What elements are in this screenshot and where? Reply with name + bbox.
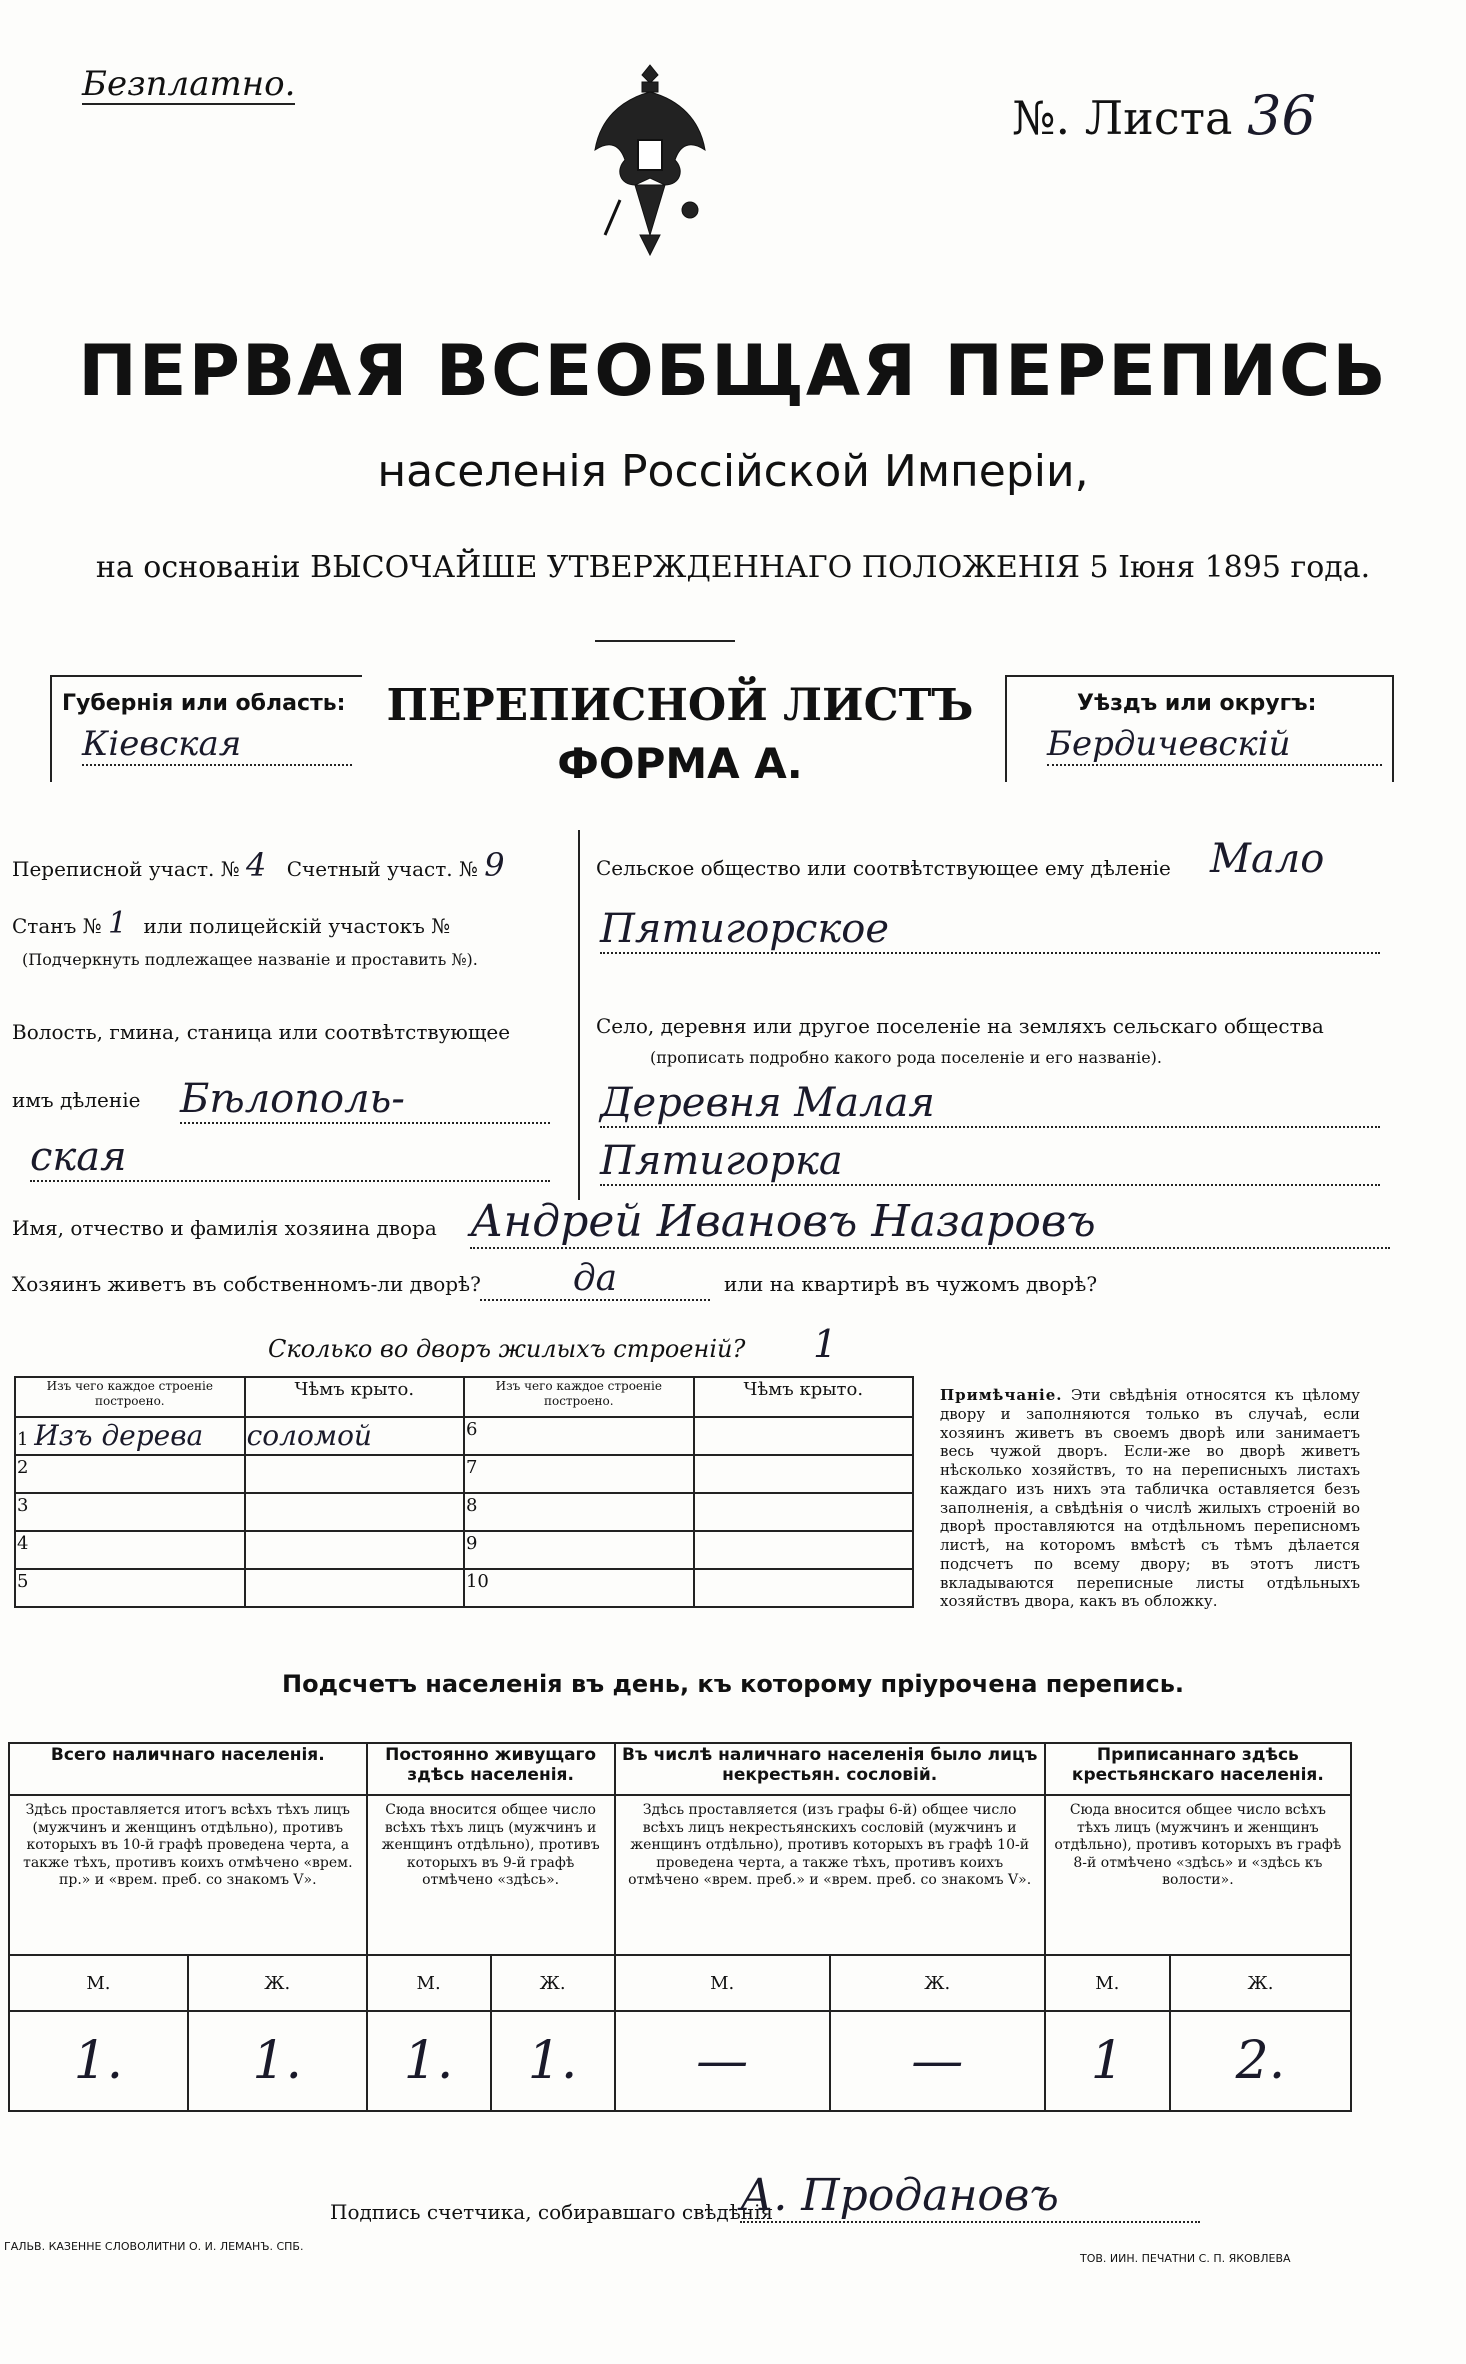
row-roof xyxy=(245,1455,464,1493)
village-value-1: Деревня Малая xyxy=(600,1080,1380,1128)
column-separator xyxy=(578,830,580,1200)
volost-label: Волость, гмина, станица или соотвѣтствующее xyxy=(12,1020,511,1044)
census-section-label: Переписной участ. № xyxy=(12,857,240,881)
row-roof xyxy=(694,1417,913,1455)
col-material-left: Изъ чего каждое строеніе построено. xyxy=(15,1377,245,1417)
row-number: 6 xyxy=(464,1417,694,1455)
double-headed-eagle-emblem xyxy=(590,60,710,280)
table-row xyxy=(15,1531,913,1569)
col-permanent-desc: Сюда вносится общее число всѣхъ тѣхъ лицъ (мужчинъ и женщинъ отдѣльно), противъ которыхъ въ 9-й графѣ отмѣчено «здѣсь». xyxy=(367,1795,615,1955)
form-subtitle: ФОРМА А. xyxy=(557,739,803,788)
province-box xyxy=(50,675,362,782)
col-material-right: Изъ чего каждое строеніе построено. xyxy=(464,1377,694,1417)
district-label: Уѣздъ или округъ: xyxy=(1077,691,1317,716)
nonpeasant-m-value: — xyxy=(615,2011,830,2111)
sheet-number-label: №. Листа xyxy=(1012,91,1233,145)
total-m-value: 1. xyxy=(9,2011,188,2111)
society-value-1: Мало xyxy=(1210,836,1325,882)
district-value: Бердичевскій xyxy=(1047,724,1382,766)
population-table xyxy=(8,1742,1352,2112)
page-title: ПЕРВАЯ ВСЕОБЩАЯ ПЕРЕПИСЬ xyxy=(78,330,1388,412)
col-registered-head: Приписаннаго здѣсь крестьянскаго населенія. xyxy=(1045,1743,1351,1795)
society-value-2: Пятигорское xyxy=(600,906,1380,954)
permanent-m-value: 1. xyxy=(367,2011,491,2111)
district-box xyxy=(1005,675,1394,782)
col-roof-right: Чѣмъ крыто. xyxy=(694,1377,913,1417)
row-roof xyxy=(694,1531,913,1569)
total-f-value: 1. xyxy=(188,2011,367,2111)
row-material: Изъ дерева xyxy=(34,1419,204,1452)
owner-name-value: Андрей Ивановъ Назаровъ xyxy=(470,1196,1390,1249)
row-number: 1 xyxy=(17,1429,29,1450)
row-number: 3 xyxy=(15,1493,245,1531)
province-value: Кіевская xyxy=(82,724,352,766)
row-roof xyxy=(694,1569,913,1607)
row-number: 4 xyxy=(15,1531,245,1569)
row-roof xyxy=(245,1569,464,1607)
census-section-value: 4 xyxy=(246,846,267,884)
m-label: М. xyxy=(1045,1955,1170,2011)
stan-value: 1 xyxy=(108,906,128,941)
stan-label: Станъ № xyxy=(12,914,102,938)
col-nonpeasant-desc: Здѣсь проставляется (изъ графы 6-й) общее число всѣхъ лицъ некрестьянскихъ сословій (мужчинъ и женщинъ отдѣльно), противъ которыхъ въ графѣ 10-й проведена черта, а также тѣхъ, противъ коихъ отмѣчено «врем. преб.» и «врем. преб. со знакомъ V». xyxy=(615,1795,1045,1955)
divider-ornament xyxy=(595,640,735,642)
signature-label: Подпись счетчика, собиравшаго свѣдѣнія xyxy=(330,2200,774,2224)
note-text: Эти свѣдѣнія относятся къ цѣлому двору и заполняются только въ случаѣ, если хозяинъ живетъ въ своемъ дворѣ или занимаетъ весь чужой дворъ. Если-же во дворѣ живетъ нѣсколько хозяйствъ, то на переписныхъ листахъ каждаго изъ нихъ эта табличка оставляется безъ заполненія, а свѣдѣнія о числѣ жилыхъ строеній во дворѣ проставляются на отдѣльномъ переписномъ листѣ, на которомъ вмѣстѣ съ тѣмъ дѣлается подсчетъ по всему двору; въ этотъ листъ вкладываются переписные листы отдѣльныхъ хозяйствъ двора, какъ въ обложку. xyxy=(940,1386,1360,1611)
f-label: Ж. xyxy=(491,1955,615,2011)
row-number: 9 xyxy=(464,1531,694,1569)
note-block xyxy=(940,1386,1360,1611)
count-section-value: 9 xyxy=(484,846,505,884)
table-row xyxy=(15,1455,913,1493)
registered-m-value: 1 xyxy=(1045,2011,1170,2111)
province-label: Губернія или область: xyxy=(62,691,346,716)
row-number: 2 xyxy=(15,1455,245,1493)
buildings-value: 1 xyxy=(812,1322,838,1366)
table-row xyxy=(15,1417,913,1455)
row-roof: соломой xyxy=(245,1417,464,1455)
buildings-table xyxy=(14,1376,914,1608)
row-number: 8 xyxy=(464,1493,694,1531)
village-value-2: Пятигорка xyxy=(600,1138,1380,1186)
col-total-desc: Здѣсь проставляется итогъ всѣхъ тѣхъ лицъ (мужчинъ и женщинъ отдѣльно), противъ которыхъ въ 10-й графѣ проведена черта, а также тѣхъ, противъ коихъ отмѣчено «врем. пр.» и «врем. преб. со знакомъ V». xyxy=(9,1795,367,1955)
volost-label2: имъ дѣленіе xyxy=(12,1088,141,1112)
nonpeasant-f-value: — xyxy=(830,2011,1045,2111)
basis-line: на основаніи ВЫСОЧАЙШЕ УТВЕРЖДЕННАГО ПОЛОЖЕНІЯ 5 Іюня 1895 года. xyxy=(95,550,1371,585)
registered-f-value: 2. xyxy=(1170,2011,1351,2111)
signature-value: А. Продановъ xyxy=(740,2170,1200,2223)
col-roof-left: Чѣмъ крыто. xyxy=(245,1377,464,1417)
table-row xyxy=(15,1493,913,1531)
police-label: или полицейскій участокъ № xyxy=(143,914,451,938)
f-label: Ж. xyxy=(1170,1955,1351,2011)
m-label: М. xyxy=(367,1955,491,2011)
page-subtitle: населенія Россійской Имперіи, xyxy=(377,446,1089,497)
col-permanent-head: Постоянно живущаго здѣсь населенія. xyxy=(367,1743,615,1795)
row-roof xyxy=(245,1493,464,1531)
own-yard-value: да xyxy=(480,1258,710,1301)
f-label: Ж. xyxy=(830,1955,1045,2011)
rent-label: или на квартирѣ въ чужомъ дворѣ? xyxy=(724,1272,1098,1296)
permanent-f-value: 1. xyxy=(491,2011,615,2111)
col-total-head: Всего наличнаго населенія. xyxy=(9,1743,367,1795)
population-title: Подсчетъ населенія въ день, къ которому пріурочена перепись. xyxy=(282,1670,1184,1698)
volost-value-2: ская xyxy=(30,1134,550,1182)
sheet-number xyxy=(1012,84,1316,147)
buildings-row xyxy=(268,1322,837,1366)
row-roof xyxy=(245,1531,464,1569)
row-roof xyxy=(694,1493,913,1531)
printer-left: ГАЛЬВ. КАЗЕННЕ СЛОВОЛИТНИ О. И. ЛЕМАНЪ. СПБ. xyxy=(4,2240,304,2253)
f-label: Ж. xyxy=(188,1955,367,2011)
village-label: Село, деревня или другое поселеніе на земляхъ сельскаго общества xyxy=(596,1014,1324,1038)
village-note: (прописать подробно какого рода поселеніе и его названіе). xyxy=(650,1048,1162,1067)
society-label: Сельское общество или соотвѣтствующее ему дѣленіе xyxy=(596,856,1171,880)
m-label: М. xyxy=(615,1955,830,2011)
row-number: 5 xyxy=(15,1569,245,1607)
sheet-number-value: 36 xyxy=(1247,84,1316,147)
form-title: ПЕРЕПИСНОЙ ЛИСТЪ xyxy=(386,680,974,731)
census-section-row xyxy=(12,846,572,884)
form-heading xyxy=(380,680,980,788)
police-note: (Подчеркнуть подлежащее названіе и проставить №). xyxy=(22,950,478,969)
count-section-label: Счетный участ. № xyxy=(286,857,478,881)
row-number: 7 xyxy=(464,1455,694,1493)
row-roof xyxy=(694,1455,913,1493)
table-row xyxy=(15,1569,913,1607)
stan-row xyxy=(12,906,572,941)
own-yard-label: Хозяинъ живетъ въ собственномъ-ли дворѣ? xyxy=(12,1272,481,1296)
volost-value-1: Бѣлополь- xyxy=(180,1076,550,1124)
buildings-label: Сколько во дворъ жилыхъ строеній? xyxy=(268,1335,746,1363)
free-label: Безплатно. xyxy=(82,64,296,104)
printer-right: ТОВ. ИИН. ПЕЧАТНИ С. П. ЯКОВЛЕВА xyxy=(1080,2252,1291,2265)
row-number: 10 xyxy=(464,1569,694,1607)
m-label: М. xyxy=(9,1955,188,2011)
note-title: Примѣчаніе. xyxy=(940,1386,1063,1404)
col-nonpeasant-head: Въ числѣ наличнаго населенія было лицъ некрестьян. сословій. xyxy=(615,1743,1045,1795)
col-registered-desc: Сюда вносится общее число всѣхъ тѣхъ лицъ (мужчинъ и женщинъ отдѣльно), противъ которыхъ въ графѣ 8-й отмѣчено «здѣсь» и «здѣсь къ волости». xyxy=(1045,1795,1351,1955)
owner-name-label: Имя, отчество и фамилія хозяина двора xyxy=(12,1216,437,1240)
